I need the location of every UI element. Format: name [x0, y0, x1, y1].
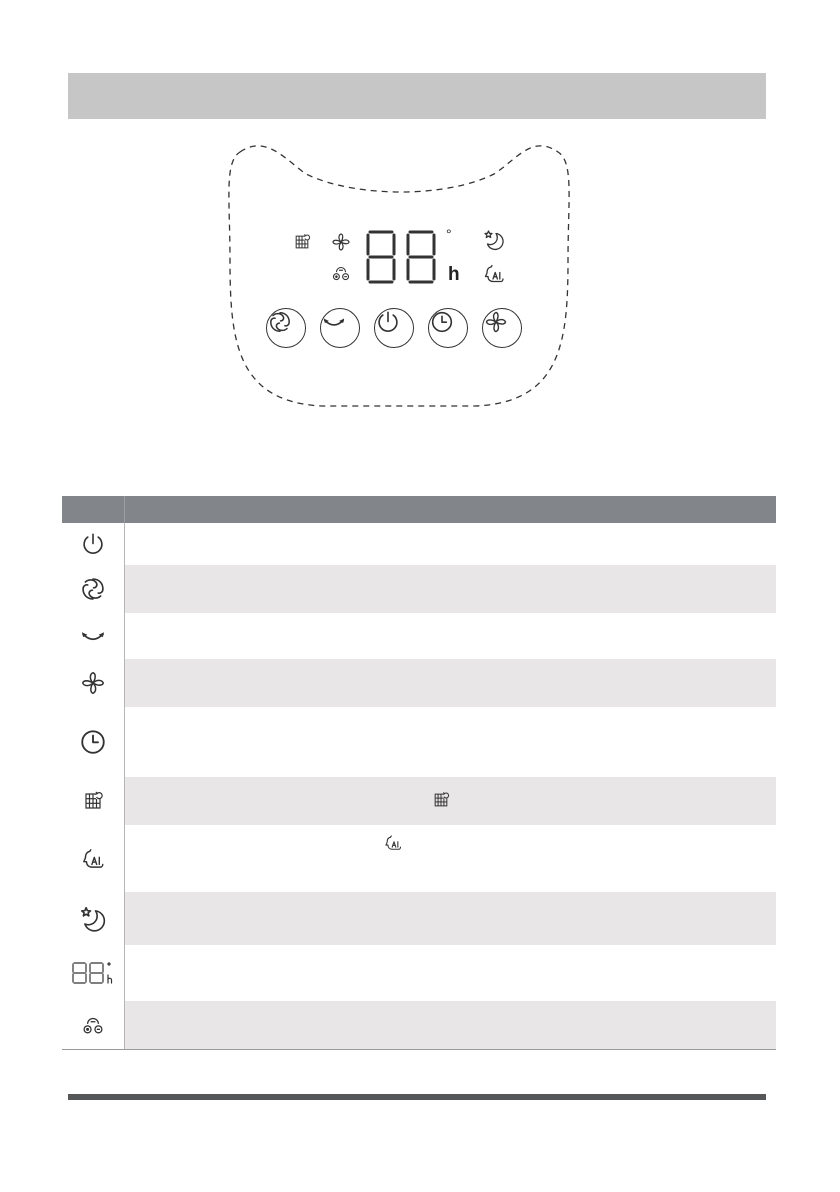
table-row [62, 892, 776, 945]
digit-display [364, 228, 440, 286]
clock-icon [78, 727, 108, 757]
header-bar [68, 73, 766, 119]
oscillation-button[interactable] [266, 308, 306, 348]
power-button[interactable] [374, 308, 414, 348]
clock-icon [429, 309, 455, 335]
ai-bell-icon [383, 833, 403, 853]
table-row [62, 523, 776, 565]
row-description [125, 892, 776, 945]
ai-bell-icon [80, 846, 106, 872]
row-description [125, 1001, 776, 1049]
degree-symbol: ° [446, 226, 452, 242]
row-description [125, 613, 776, 659]
row-description [125, 945, 776, 1001]
table-row [62, 565, 776, 613]
table-row [62, 945, 776, 1001]
row-description [125, 707, 776, 777]
swing-arrows-icon [79, 622, 107, 650]
power-icon [375, 309, 401, 335]
hour-symbol: h [448, 264, 460, 285]
ai-bell-icon [482, 262, 506, 286]
moon-star-icon [482, 228, 506, 252]
child-lock-icon [330, 262, 352, 284]
table-row [62, 825, 776, 892]
oscillation-swirl-icon [267, 309, 293, 335]
moon-star-icon [78, 904, 108, 934]
fan-speed-button[interactable] [482, 308, 522, 348]
header-icon-column [62, 496, 125, 523]
table-row [62, 777, 776, 825]
timer-button[interactable] [428, 308, 468, 348]
function-table [62, 496, 776, 1050]
filter-icon [81, 789, 105, 813]
control-panel-diagram [226, 140, 572, 412]
header-description-column [125, 496, 776, 523]
footer-rule [68, 1094, 766, 1100]
table-header [62, 496, 776, 523]
child-lock-icon [80, 1012, 106, 1038]
power-icon [80, 531, 106, 557]
table-row [62, 613, 776, 659]
digit-display-icon [71, 960, 115, 986]
table-row [62, 1001, 776, 1049]
table-bottom-border [62, 1049, 776, 1050]
swing-arrows-icon [321, 309, 347, 335]
row-description [125, 659, 776, 707]
filter-icon [431, 790, 451, 810]
table-row [62, 707, 776, 777]
row-description [125, 523, 776, 565]
filter-icon [292, 232, 312, 252]
fan-icon [483, 309, 509, 335]
swing-button[interactable] [320, 308, 360, 348]
table-row [62, 659, 776, 707]
oscillation-swirl-icon [79, 575, 107, 603]
row-description [125, 565, 776, 613]
fan-icon [79, 669, 107, 697]
fan-icon [330, 231, 352, 253]
